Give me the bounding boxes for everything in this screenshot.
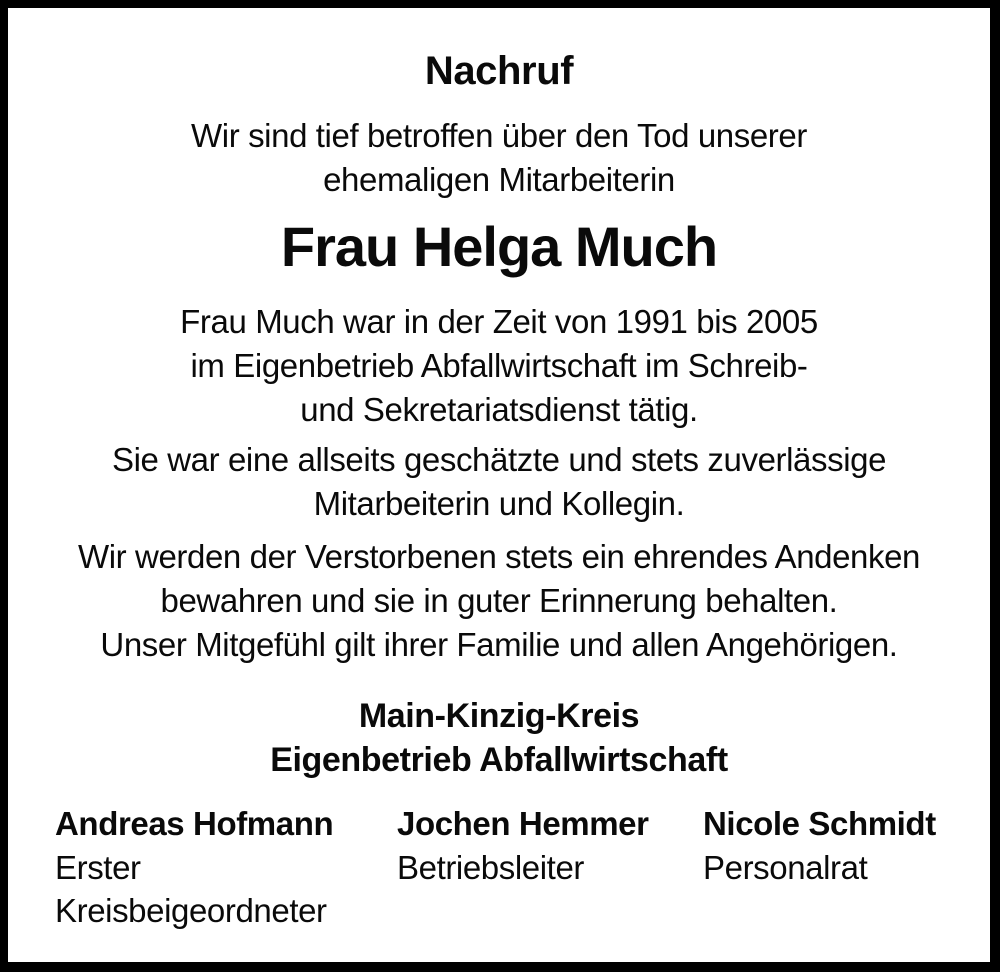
service-paragraph xyxy=(52,300,946,432)
service-line-3: und Sekretariatsdienst tätig. xyxy=(300,391,698,428)
signatory-3-name: Nicole Schmidt xyxy=(703,805,936,842)
remembrance-line-3: Unser Mitgefühl gilt ihrer Familie und allen Angehörigen. xyxy=(100,626,898,663)
signatory-1-name: Andreas Hofmann xyxy=(55,805,334,842)
tribute-paragraph xyxy=(52,438,946,526)
signatory-3 xyxy=(703,802,946,932)
signatory-2-name: Jochen Hemmer xyxy=(397,805,649,842)
signatory-1-role-line-1: Erster xyxy=(55,849,141,886)
tribute-line-2: Mitarbeiterin und Kollegin. xyxy=(313,485,685,522)
signatory-2 xyxy=(397,802,703,932)
signatory-1-role-line-2: Kreisbeigeordneter xyxy=(55,892,327,929)
service-line-1: Frau Much war in der Zeit von 1991 bis 2005 xyxy=(180,303,818,340)
organization-line-1: Main-Kinzig-Kreis xyxy=(358,697,640,735)
signatory-1 xyxy=(55,802,397,932)
signatory-3-role-line-1: Personalrat xyxy=(703,849,868,886)
remembrance-line-1: Wir werden der Verstorbenen stets ein ehrendes Andenken xyxy=(77,538,921,575)
remembrance-line-2: bewahren und sie in guter Erinnerung behalten. xyxy=(160,582,838,619)
signatures-row xyxy=(52,802,946,932)
remembrance-paragraph xyxy=(52,535,946,667)
organization-block xyxy=(52,694,946,782)
obituary-card xyxy=(8,8,990,962)
tribute-line-1: Sie war eine allseits geschätzte und stets zuverlässige xyxy=(111,441,887,478)
intro-line-1: Wir sind tief betroffen über den Tod unserer xyxy=(191,117,807,154)
intro-line-2: ehemaligen Mitarbeiterin xyxy=(323,161,675,198)
deceased-name: Frau Helga Much xyxy=(280,215,718,278)
notice-title: Nachruf xyxy=(424,49,574,93)
intro-paragraph xyxy=(52,114,946,202)
organization-line-2: Eigenbetrieb Abfallwirtschaft xyxy=(270,741,728,779)
signatory-2-role-line-1: Betriebsleiter xyxy=(397,849,584,886)
service-line-2: im Eigenbetrieb Abfallwirtschaft im Schreib- xyxy=(190,347,808,384)
